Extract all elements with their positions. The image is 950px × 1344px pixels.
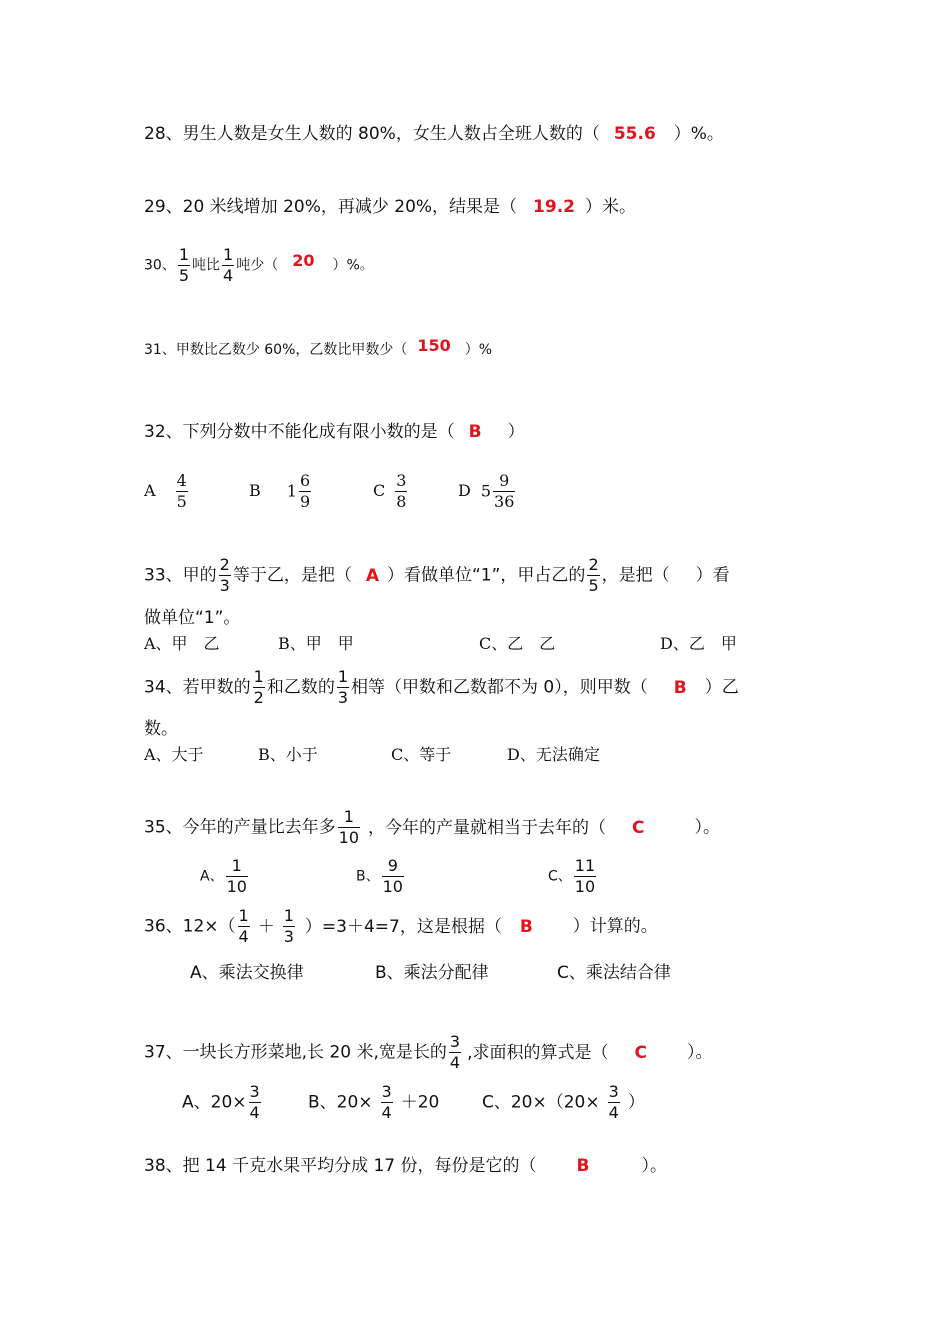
fraction: $\frac{11}{10}$ <box>574 856 596 896</box>
plus-sign: ＋ <box>257 916 275 937</box>
question-33-part: ，是把（ <box>601 565 670 586</box>
question-28-tail: ）%。 <box>673 124 724 144</box>
question-29-tail: ）米。 <box>585 197 636 217</box>
question-38 <box>144 1158 667 1175</box>
question-36-part: 36、12×（ <box>144 916 236 937</box>
fraction: $\frac{9}{10}$ <box>382 856 403 896</box>
question-34-option-a: A、大于 <box>144 745 204 764</box>
option-label: C <box>373 481 386 500</box>
question-35-part: ，今年的产量就相当于去年的（ <box>368 817 606 838</box>
question-38-tail: ）。 <box>641 1156 667 1176</box>
fraction: $\frac{1}{4}$ <box>238 906 249 946</box>
fraction: $\frac{1}{2}$ <box>253 667 264 707</box>
fraction: $\frac{3}{4}$ <box>249 1082 260 1122</box>
question-33-part: ）看 <box>695 565 730 586</box>
question-34-part: 34、若甲数的 <box>144 677 251 698</box>
question-30-prefix: 30、 <box>144 257 176 274</box>
answer-37: C <box>634 1042 647 1063</box>
question-34-option-c: C、等于 <box>391 745 452 764</box>
question-29-text: 29、20 米线增加 20%，再减少 20%，结果是（ <box>144 197 518 217</box>
option-label: B、20× <box>308 1092 373 1113</box>
fraction: $\frac{3}{4}$ <box>449 1032 461 1072</box>
question-33-part: ）看做单位“1”，甲占乙的 <box>387 565 586 586</box>
question-35-tail: ）。 <box>694 817 720 838</box>
question-36-tail: ）计算的。 <box>572 916 658 937</box>
option-tail: ） <box>627 1092 645 1113</box>
question-35 <box>144 809 720 846</box>
question-32-text: 32、下列分数中不能化成有限小数的是（ <box>144 422 455 442</box>
question-30 <box>144 247 374 284</box>
fraction: $\frac{1}{5}$ <box>178 245 190 285</box>
answer-36: B <box>519 916 533 937</box>
question-34-part: ）乙 <box>704 677 739 698</box>
question-36-part: ）=3＋4=7，这是根据（ <box>304 916 502 937</box>
option-label: C、20×（20× <box>482 1092 600 1113</box>
fraction: $\frac{6}{9}$ <box>299 471 311 511</box>
option-label: C、 <box>548 868 572 885</box>
question-37-option-c <box>482 1084 645 1121</box>
option-label: B、 <box>356 868 380 885</box>
question-37-tail: ）。 <box>686 1042 713 1063</box>
answer-28: 55.6 <box>613 124 656 144</box>
question-35-option-a <box>200 858 250 895</box>
fraction: $\frac{2}{3}$ <box>219 555 230 595</box>
option-tail: ＋20 <box>400 1092 440 1113</box>
option-label: A <box>144 481 156 500</box>
question-31 <box>144 336 493 358</box>
question-28 <box>144 126 724 143</box>
option-label: A、 <box>200 868 224 885</box>
answer-35: C <box>632 817 645 838</box>
fraction: $\frac{1}{10}$ <box>226 856 247 896</box>
fraction: $\frac{3}{4}$ <box>608 1082 619 1122</box>
question-33 <box>144 557 730 594</box>
fraction: $\frac{4}{5}$ <box>176 471 187 511</box>
fraction: $\frac{3}{4}$ <box>381 1082 392 1122</box>
answer-29: 19.2 <box>533 197 575 217</box>
answer-34: B <box>673 677 687 698</box>
answer-31: 150 <box>417 336 451 355</box>
answer-38: B <box>576 1156 590 1176</box>
question-34-option-d: D、无法确定 <box>507 745 600 764</box>
question-32-option-c <box>373 473 409 510</box>
question-28-text: 28、男生人数是女生人数的 80%，女生人数占全班人数的（ <box>144 124 600 144</box>
question-32-option-a <box>144 473 190 510</box>
fraction: $\frac{2}{5}$ <box>588 555 599 595</box>
answer-32: B <box>468 422 482 442</box>
fraction: $\frac{1}{3}$ <box>337 667 349 707</box>
question-36 <box>144 908 658 945</box>
question-33-part: 等于乙，是把（ <box>232 565 352 586</box>
option-label: D <box>458 481 471 500</box>
question-31-text: 31、甲数比乙数少 60%，乙数比甲数少（ <box>144 342 408 358</box>
fraction: $\frac{3}{8}$ <box>396 471 407 511</box>
question-34-line2: 数。 <box>144 719 178 739</box>
question-37-option-b <box>308 1084 439 1121</box>
option-label: B <box>249 481 261 500</box>
question-32-option-d <box>458 473 517 510</box>
question-38-text: 38、把 14 千克水果平均分成 17 份，每份是它的（ <box>144 1156 537 1176</box>
question-33-option-a: A、甲 乙 <box>144 634 220 653</box>
question-33-line2: 做单位“1”。 <box>144 608 241 628</box>
question-34 <box>144 669 739 706</box>
question-35-option-c <box>548 858 598 895</box>
fraction: $\frac{1}{3}$ <box>283 906 294 946</box>
question-30-text2: 吨少（ <box>236 257 279 274</box>
whole-number: 1 <box>286 481 297 501</box>
whole-number: 5 <box>480 481 492 501</box>
answer-30: 20 <box>292 250 315 270</box>
question-33-option-d: D、乙 甲 <box>660 634 737 653</box>
question-35-option-b <box>356 858 406 895</box>
option-label: A、20× <box>182 1092 247 1113</box>
question-30-tail: ）%。 <box>332 257 374 274</box>
answer-33: A <box>365 565 379 586</box>
question-32 <box>144 424 525 441</box>
question-36-option-a: A、乘法交换律 <box>190 963 304 983</box>
question-32-tail: ） <box>507 422 525 442</box>
question-29 <box>144 199 636 216</box>
fraction: $\frac{1}{10}$ <box>338 807 359 847</box>
question-37-part: 37、一块长方形菜地,长 20 米,宽是长的 <box>144 1042 447 1063</box>
question-36-option-c: C、乘法结合律 <box>557 963 671 983</box>
question-33-option-c: C、乙 乙 <box>479 634 556 653</box>
question-34-part: 相等（甲数和乙数都不为 0），则甲数（ <box>351 677 648 698</box>
question-33-option-b: B、甲 甲 <box>278 634 354 653</box>
question-37 <box>144 1034 712 1071</box>
question-35-part: 35、今年的产量比去年多 <box>144 817 336 838</box>
question-32-option-b <box>249 473 313 510</box>
question-33-part: 33、甲的 <box>144 565 217 586</box>
fraction: $\frac{9}{36}$ <box>494 471 515 511</box>
question-30-mid: 吨比 <box>192 257 221 274</box>
question-34-part: 和乙数的 <box>266 677 335 698</box>
fraction: $\frac{1}{4}$ <box>223 245 234 285</box>
question-36-option-b: B、乘法分配律 <box>375 963 489 983</box>
question-37-part: ,求面积的算式是（ <box>467 1042 609 1063</box>
question-37-option-a <box>182 1084 263 1121</box>
question-31-tail: ）% <box>464 342 493 358</box>
question-34-option-b: B、小于 <box>258 745 318 764</box>
